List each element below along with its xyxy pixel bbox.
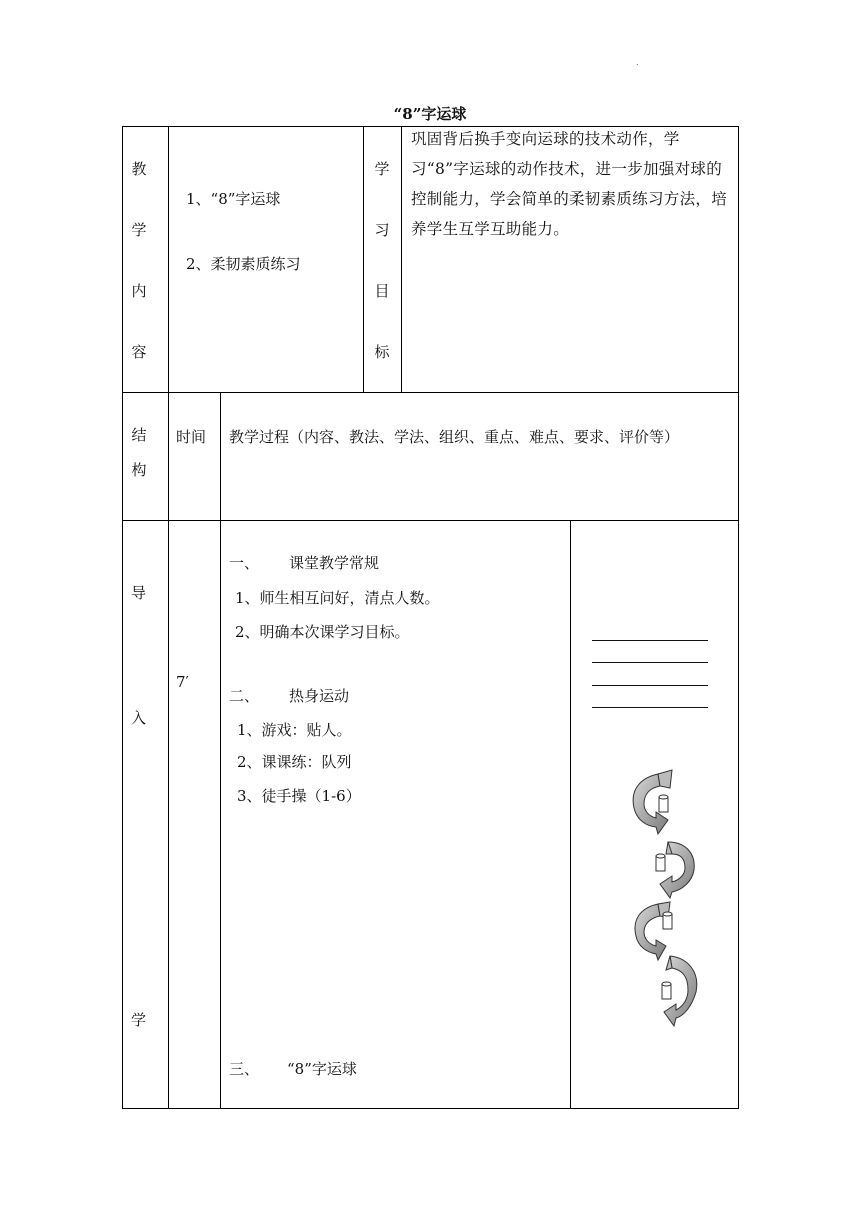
content-header-char: 容 bbox=[131, 343, 147, 361]
rotation-arrow-icon bbox=[635, 902, 670, 960]
page-title: “8”字运球 bbox=[393, 105, 467, 123]
section-title: 热身运动 bbox=[289, 687, 350, 705]
cone-icon bbox=[662, 982, 671, 999]
cone-icon bbox=[663, 912, 672, 929]
formation-line bbox=[592, 685, 708, 686]
content-header-char: 内 bbox=[131, 282, 147, 300]
section-title: 课堂教学常规 bbox=[289, 554, 380, 572]
page-mark: . bbox=[636, 58, 639, 67]
section-label: 一、 bbox=[229, 554, 260, 572]
section-label: 二、 bbox=[229, 687, 260, 705]
content-header bbox=[128, 158, 150, 362]
section-label: 三、 bbox=[229, 1060, 260, 1078]
section-item: 2、明确本次课学习目标。 bbox=[235, 623, 410, 641]
cone-icon bbox=[659, 795, 668, 812]
content-item-2: 2、柔韧素质练习 bbox=[186, 255, 301, 273]
learning-goal-text: 巩固背后换手变向运球的技术动作，学习“8”字运球的动作技术，进一步加强对球的控制能力，学会简单的柔韧素质练习方法，培养学生互学互助能力。 bbox=[411, 130, 728, 238]
formation-line bbox=[592, 662, 708, 663]
section-item: 1、师生相互问好，清点人数。 bbox=[235, 589, 440, 607]
structure-header bbox=[128, 424, 150, 480]
section-item: 3、徒手操（1-6） bbox=[237, 787, 361, 805]
stage-char: 学 bbox=[131, 1011, 147, 1029]
figure-eight-dribble-diagram bbox=[600, 760, 730, 1040]
structure-header-char: 构 bbox=[131, 461, 147, 479]
time-value: 7′ bbox=[176, 673, 189, 691]
formation-line bbox=[592, 640, 708, 641]
goal-header-char: 学 bbox=[374, 160, 390, 178]
goal-header bbox=[371, 158, 393, 362]
section-item: 2、课课练：队列 bbox=[237, 753, 352, 771]
cone-icon bbox=[656, 854, 665, 871]
section-title: “8”字运球 bbox=[287, 1060, 357, 1078]
content-header-char: 教 bbox=[131, 160, 147, 178]
stage-char: 导 bbox=[131, 584, 147, 602]
goal-header-char: 目 bbox=[374, 282, 390, 300]
content-item-1: 1、“8”字运球 bbox=[186, 190, 281, 208]
stage-char: 入 bbox=[131, 709, 147, 727]
time-header: 时间 bbox=[176, 428, 207, 446]
goal-header-char: 习 bbox=[374, 221, 390, 239]
structure-header-char: 结 bbox=[131, 426, 147, 444]
content-header-char: 学 bbox=[131, 221, 147, 239]
goal-header-char: 标 bbox=[374, 343, 390, 361]
formation-line bbox=[592, 707, 708, 708]
section-item: 1、游戏：贴人。 bbox=[237, 721, 352, 739]
process-header: 教学过程（内容、教法、学法、组织、重点、难点、要求、评价等） bbox=[229, 428, 680, 446]
